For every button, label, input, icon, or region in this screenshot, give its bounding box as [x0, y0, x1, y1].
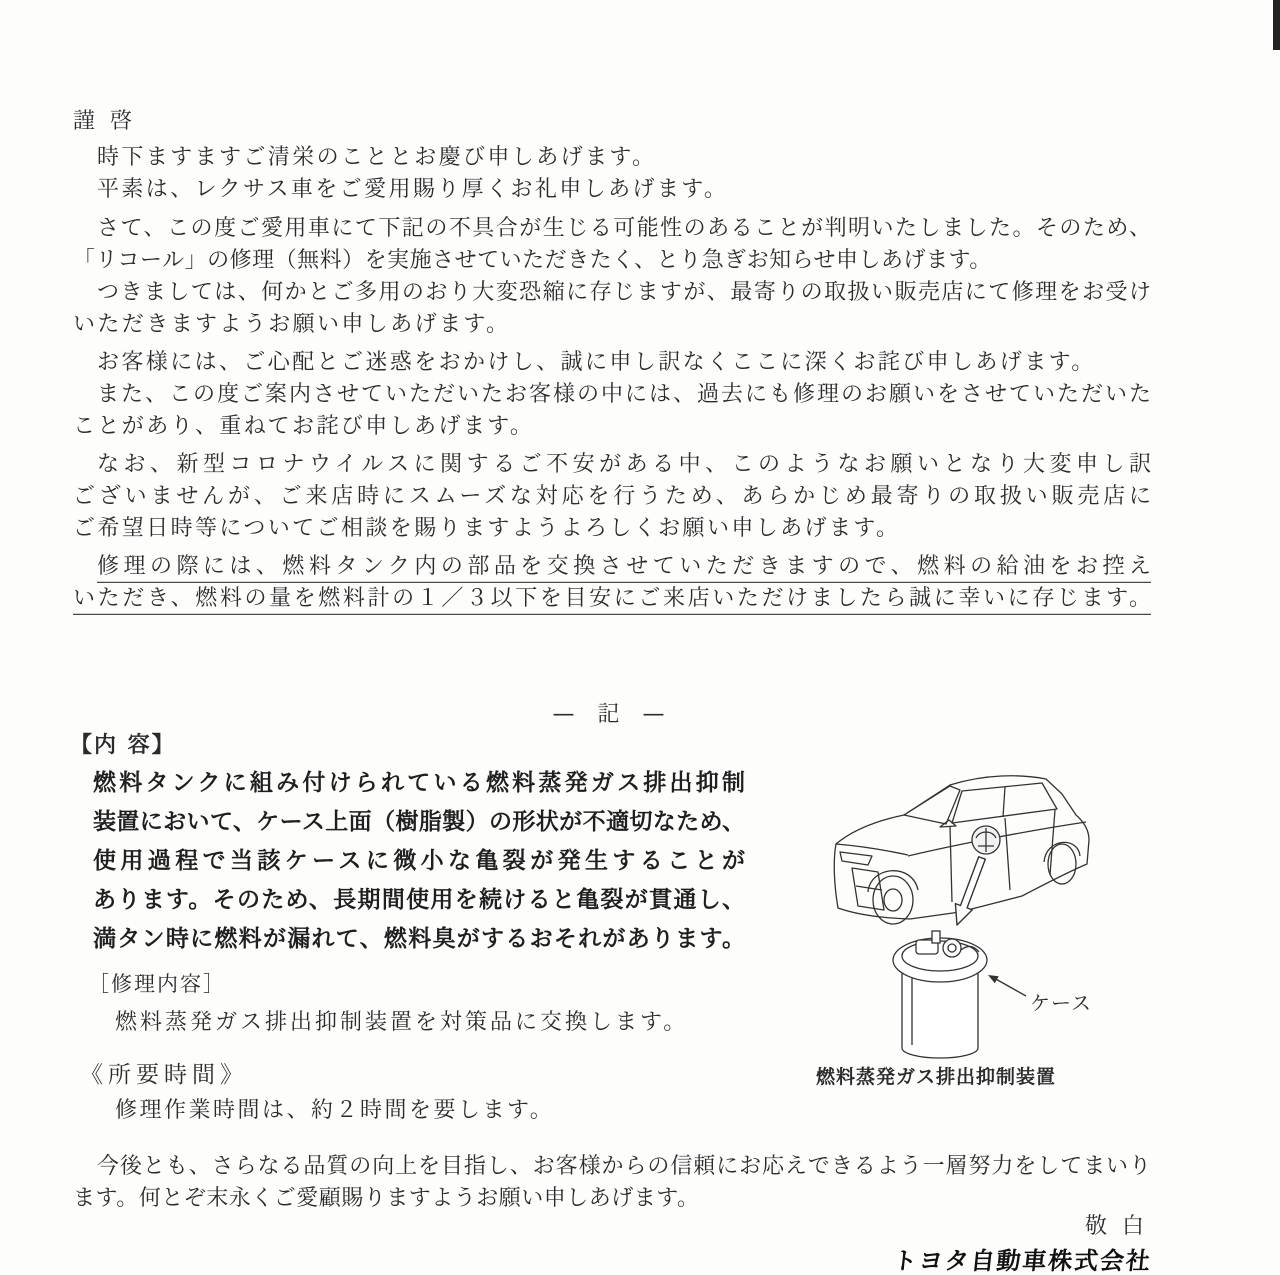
car-door-lines	[950, 810, 1055, 902]
defect-description	[93, 764, 745, 959]
paragraph-line: ございませんが、ご来店時にスムーズな対応を行うため、あらかじめ最寄りの取扱い販売店に	[73, 484, 1151, 509]
company-name: トヨタ自動車株式会社	[891, 1247, 1152, 1275]
device-pipe	[932, 931, 940, 943]
paragraph-line: 平素は、レクサス車をご愛用賜り厚くお礼申しあげます。	[97, 177, 729, 202]
case-label: ケース	[1030, 991, 1092, 1015]
paragraph-line: さて、この度ご愛用車にて下記の不具合が生じる可能性のあることが判明いたしました。そのため、	[97, 216, 1151, 241]
content-heading: 【内 容】	[70, 733, 176, 758]
defect-description-line: 装置において、ケース上面（樹脂製）の形状が不適切なため、	[93, 809, 745, 835]
paragraph-fuel-level-note	[73, 551, 1151, 615]
device-top-ring	[902, 941, 978, 971]
car-b-pillar	[1003, 787, 1005, 817]
paragraph-thanks	[73, 174, 1151, 206]
defect-description-line: 燃料タンクに組み付けられている燃料蒸発ガス排出抑制	[93, 770, 745, 796]
paragraph-line: お客様には、ご心配とご迷惑をおかけし、誠に申し訳なくここに深くお詫び申しあげます。	[97, 350, 1096, 375]
scan-edge-mark	[1273, 0, 1280, 50]
front-wheel	[873, 876, 913, 924]
figure-caption: 燃料蒸発ガス排出抑制装置	[815, 1066, 1056, 1088]
defect-description-line: 満タン時に燃料が漏れて、燃料臭がするおそれがあります。	[93, 926, 745, 952]
paragraph-line: 時下ますますご清栄のこととお慶び申しあげます。	[97, 145, 657, 170]
repair-details-text: 燃料蒸発ガス排出抑制装置を対策品に交換します。	[115, 1010, 689, 1035]
record-heading: — 記 —	[552, 702, 673, 727]
fuel-vapor-device-illustration	[893, 931, 987, 1058]
paragraph-line-underlined: 修理の際には、燃料タンク内の部品を交換させていただきますので、燃料の給油をお控え	[97, 551, 1151, 583]
required-time-text: 修理作業時間は、約２時間を要します。	[115, 1098, 555, 1123]
letter-body	[73, 106, 1151, 615]
paragraph-line: なお、新型コロナウイルスに関するご不安がある中、このようなお願いとなり大変申し訳	[97, 452, 1151, 477]
paragraph-apology	[73, 347, 1151, 379]
paragraph-covid-note	[73, 449, 1151, 545]
repair-details-heading: ［修理内容］	[88, 972, 226, 996]
defect-description-line: 使用過程で当該ケースに微小な亀裂が発生することが	[93, 848, 745, 874]
closing-line: ます。何とぞ末永くご愛顧賜りますようお願い申しあげます。	[73, 1186, 700, 1211]
paragraph-line: また、この度ご案内させていただいたお客様の中には、過去にも修理のお願いをさせていただいた	[97, 382, 1151, 407]
car-windshield	[904, 786, 960, 824]
paragraph-repeat-apology	[73, 379, 1151, 443]
front-wheel-hub	[884, 889, 902, 911]
salutation: 謹 啓	[73, 109, 136, 134]
paragraph-visit-request	[73, 277, 1151, 341]
paragraph-line: 「リコール」の修理（無料）を実施させていただきたく、とり急ぎお知らせ申しあげます。	[73, 248, 992, 273]
paragraph-line-underlined: いただき、燃料の量を燃料計の１／３以下を目安にご来店いただけましたら誠に幸いに存じます。	[73, 583, 1151, 615]
paragraph-line: ご希望日時等についてご相談を賜りますようよろしくお願い申しあげます。	[73, 516, 901, 541]
closing-line: 今後とも、さらなる品質の向上を目指し、お客様からの信頼にお応えできるよう一層努力をしてまいり	[97, 1154, 1151, 1179]
paragraph-line: ことがあり、重ねてお詫び申しあげます。	[73, 414, 535, 439]
paragraph-line: つきましては、何かとご多用のおり大変恐縮に存じますが、最寄りの取扱い販売店にて修理をお受け	[97, 280, 1151, 305]
rear-wheel	[1048, 844, 1076, 884]
rear-wheel-arch	[1044, 842, 1080, 862]
paragraph-line: いただきますようお願い申しあげます。	[73, 312, 511, 337]
defect-description-line: あります。そのため、長期間使用を続けると亀裂が貫通し、	[93, 887, 745, 913]
car-headlight	[840, 852, 872, 865]
device-valve-center	[948, 944, 956, 952]
required-time-heading: 《所要時間》	[80, 1062, 248, 1088]
paragraph-recall-announcement	[73, 213, 1151, 277]
paragraph-greeting	[73, 142, 1151, 174]
case-pointer-arrow-icon	[988, 975, 1026, 996]
complimentary-close: 敬 白	[1085, 1214, 1148, 1239]
closing-paragraph	[73, 1151, 1151, 1215]
pointer-arrow-icon	[955, 857, 985, 925]
